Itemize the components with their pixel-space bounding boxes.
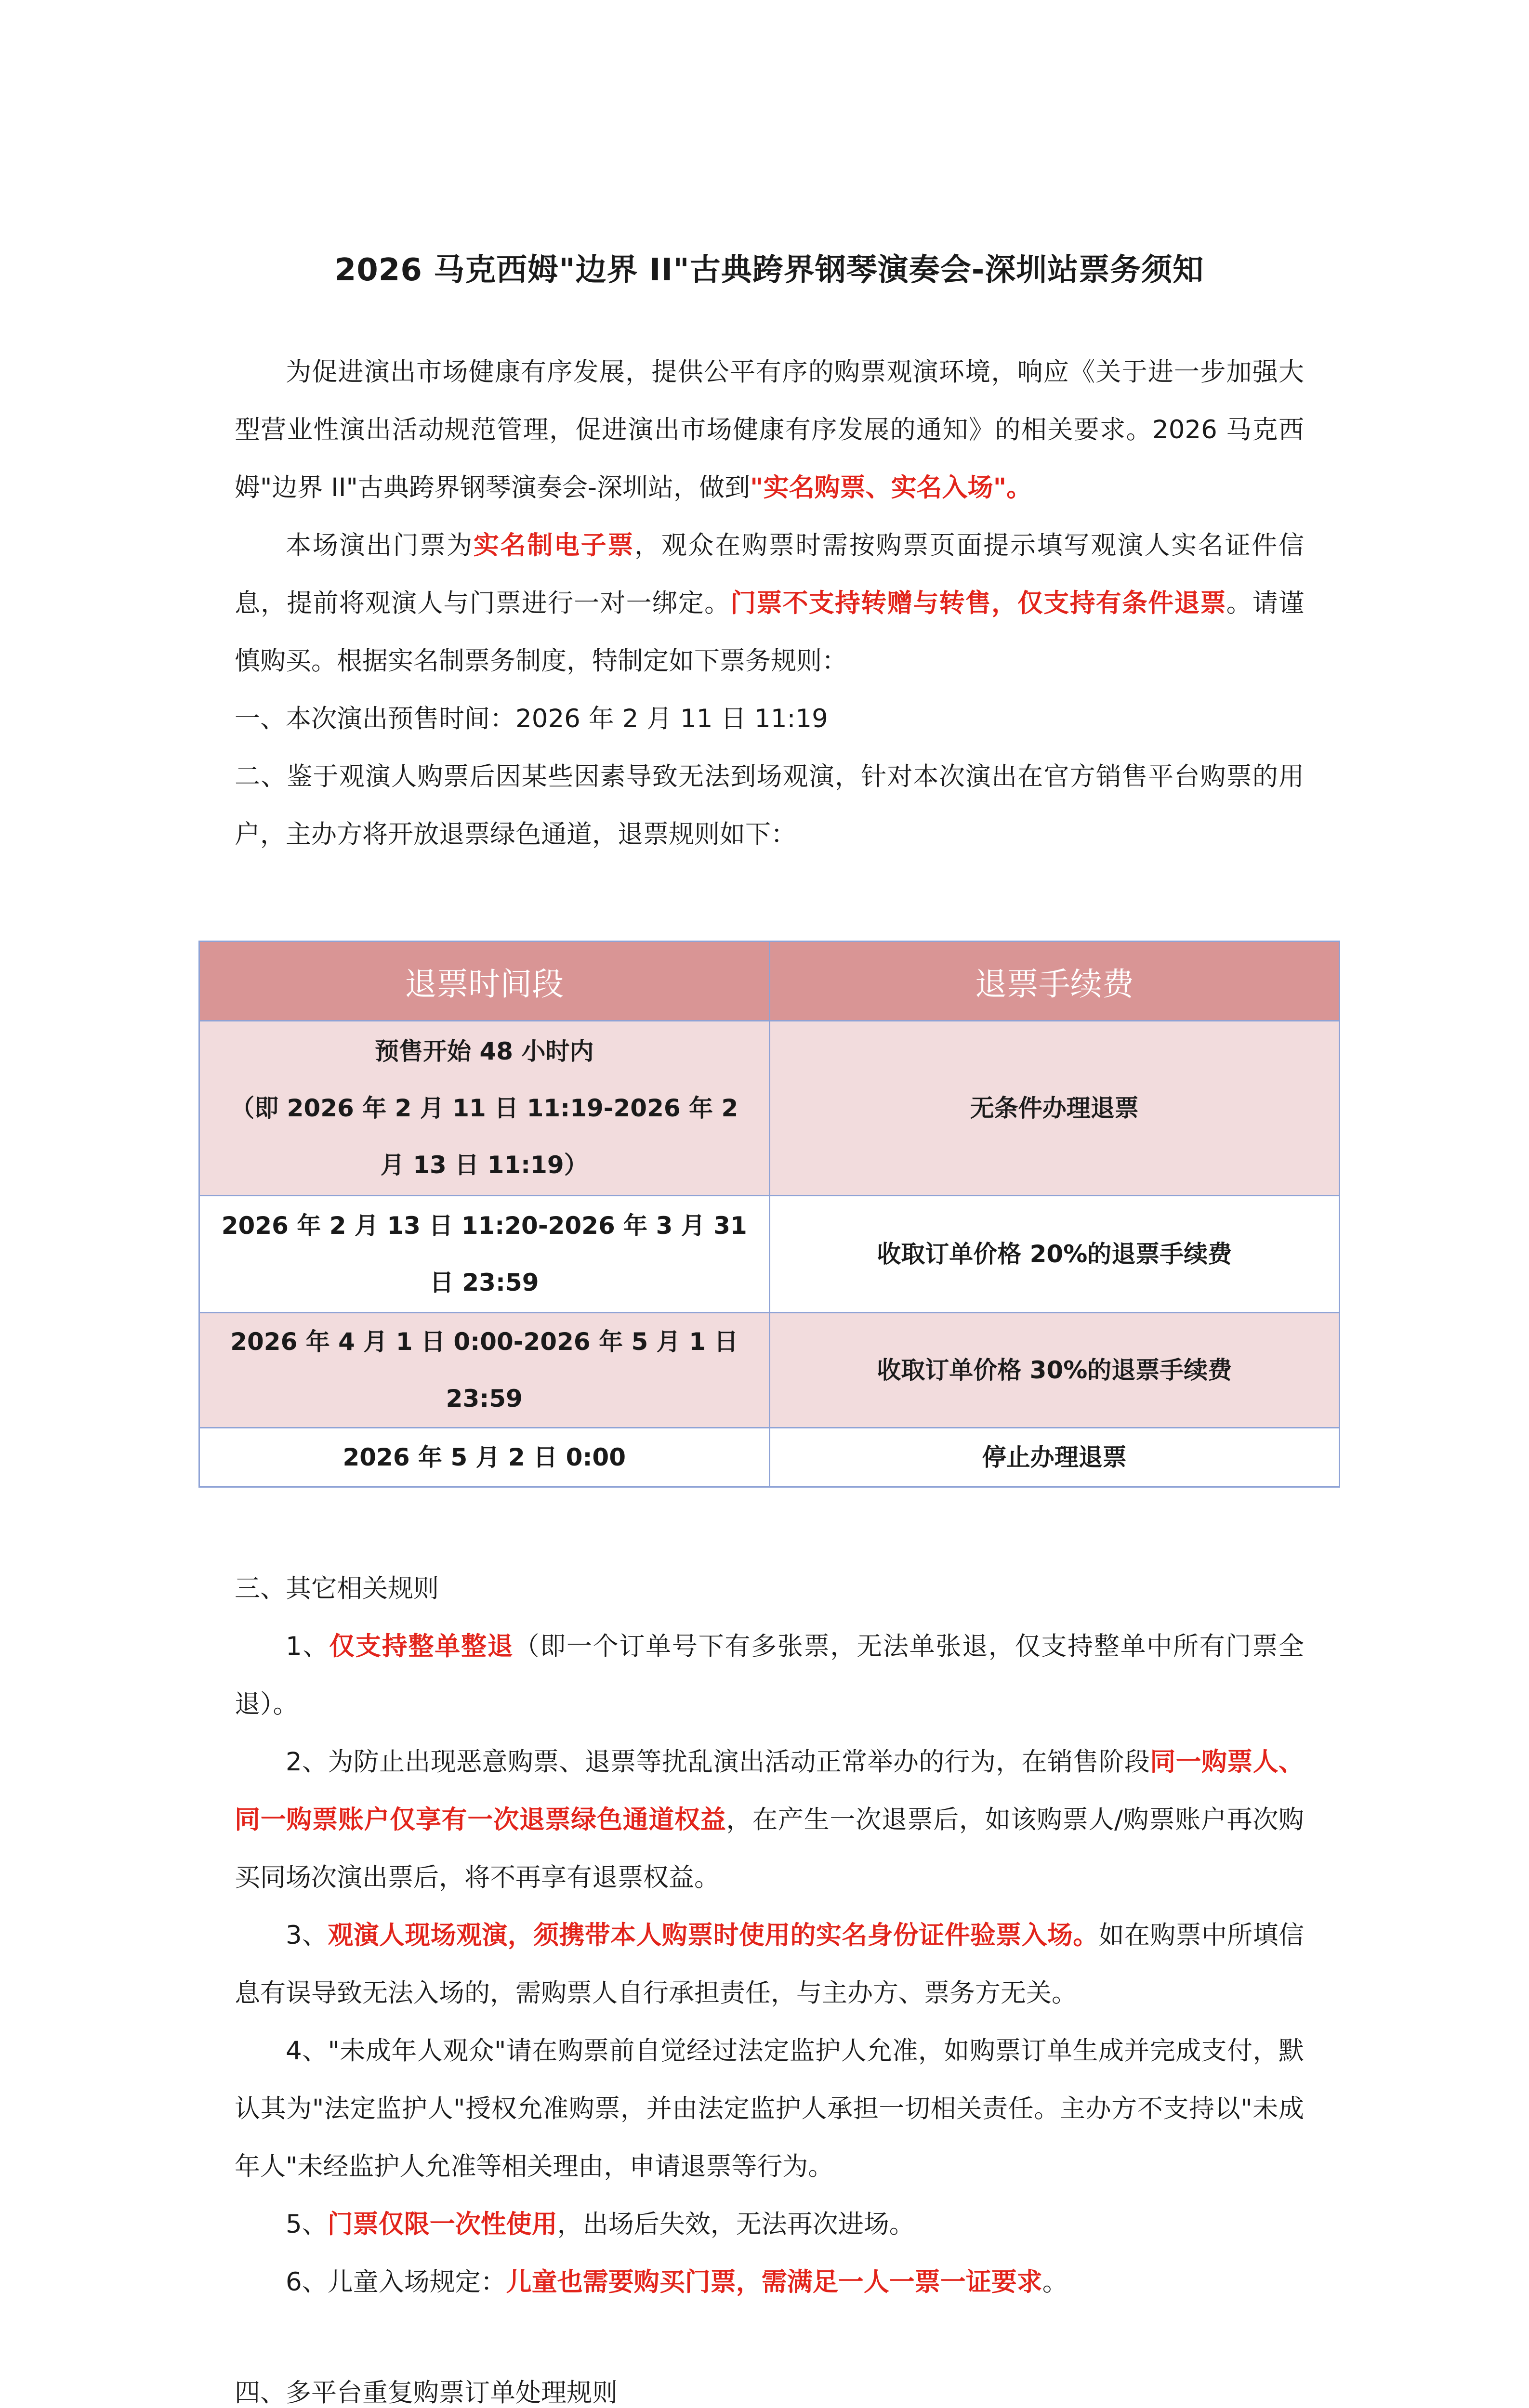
table-row (199, 1313, 1340, 1428)
rule-text: ，在产生一次退票后，如该购票人/购票账户再次购买同场次演出票后，将不再享有退票权益。 (235, 1805, 1305, 1893)
rule-text: 2、为防止出现恶意购票、退票等扰乱演出活动正常举办的行为，在销售阶段 (286, 1747, 1150, 1777)
intro-highlight: "实名购票、实名入场"。 (750, 473, 1032, 503)
rule-highlight: 同一购票人、同一购票账户仅享有一次退票绿色通道权益 (235, 1747, 1304, 1835)
rule-text: 如在购票中所填信息有误导致无法入场的，需购票人自行承担责任，与主办方、票务方无关。 (235, 1921, 1304, 2008)
rule-text: 6、儿童入场规定： (286, 2267, 506, 2297)
table-row (199, 1428, 1340, 1487)
intro-paragraph-2 (235, 517, 1304, 690)
fee-cell: 收取订单价格 20%的退票手续费 (769, 1196, 1340, 1313)
fee-cell: 停止办理退票 (769, 1428, 1340, 1487)
rule-number: 5、 (286, 2210, 328, 2239)
section-heading-4: 四、多平台重复购票订单处理规则 (235, 2378, 618, 2408)
period-cell: 2026 年 2 月 13 日 11:20-2026 年 3 月 31 日 23:59 (199, 1196, 770, 1313)
fee-cell: 无条件办理退票 (769, 1021, 1340, 1196)
section-heading-3: 三、其它相关规则 (235, 1574, 439, 1604)
rule-highlight: 儿童也需要购买门票，需满足一人一票一证要求 (506, 2267, 1042, 2297)
period-line: 预售开始 48 小时内 (375, 1037, 594, 1066)
rule-number: 3、 (286, 1921, 328, 1950)
period-line: （即 2026 年 2 月 11 日 11:19-2026 年 2 月 13 日 11:19） (230, 1094, 738, 1179)
rule-number: 1、 (286, 1632, 330, 1662)
intro-text: ，观众在购票时需按购票页面提示填写观演人实名证件信息，提前将观演人与门票进行一对一绑定。 (235, 531, 1305, 618)
rule-3 (235, 1907, 1304, 2022)
rule-6 (235, 2253, 1304, 2311)
spacer (235, 2311, 1304, 2364)
rule-2 (235, 1733, 1304, 1907)
document-body (221, 250, 1305, 2408)
rule-4: 4、"未成年人观众"请在购票前自觉经过法定监护人允准，如购票订单生成并完成支付，默认其为"法定监护人"授权允准购票，并由法定监护人承担一切相关责任。主办方不支持以"未成年人"未经监护人允准等相关理由，申请退票等行为。 (235, 2036, 1304, 2182)
presale-time: 一、本次演出预售时间：2026 年 2 月 11 日 11:19 (235, 704, 828, 734)
intro-text: 本场演出门票为 (286, 531, 474, 561)
intro-highlight: 门票不支持转赠与转售，仅支持有条件退票 (730, 589, 1226, 618)
refund-table (198, 941, 1340, 1488)
intro-text: 为促进演出市场健康有序发展，提供公平有序的购票观演环境，响应《关于进一步加强大型营业性演出活动规范管理，促进演出市场健康有序发展的通知》的相关要求。2026 马克西姆"边界 II"古典跨界钢琴演奏会-深圳站，做到 (235, 357, 1304, 503)
rule-text: （即一个订单号下有多张票，无法单张退，仅支持整单中所有门票全退）。 (235, 1632, 1305, 1719)
rule-highlight: 观演人现场观演，须携带本人购票时使用的实名身份证件验票入场。 (328, 1921, 1099, 1950)
rule-5 (235, 2196, 1304, 2253)
header-period: 退票时间段 (199, 942, 770, 1021)
intro-paragraph-1 (235, 343, 1304, 517)
rule-text: 。 (1042, 2267, 1068, 2297)
period-cell: 2026 年 4 月 1 日 0:00-2026 年 5 月 1 日 23:59 (199, 1313, 770, 1428)
intro-highlight: 实名制电子票 (473, 531, 635, 561)
rule-highlight: 门票仅限一次性使用 (327, 2210, 557, 2239)
rule-1 (235, 1618, 1304, 1733)
header-fee: 退票手续费 (769, 942, 1340, 1021)
period-cell: 2026 年 5 月 2 日 0:00 (199, 1428, 770, 1487)
page-title: 2026 马克西姆"边界 II"古典跨界钢琴演奏会-深圳站票务须知 (334, 252, 1204, 288)
rule-text: ，出场后失效，无法再次进场。 (557, 2210, 915, 2239)
refund-green-channel: 二、鉴于观演人购票后因某些因素导致无法到场观演，针对本次演出在官方销售平台购票的用户，主办方将开放退票绿色通道，退票规则如下： (235, 762, 1304, 850)
intro-text: 。请谨慎购买。根据实名制票务制度，特制定如下票务规则： (235, 589, 1305, 676)
table-row (199, 1021, 1340, 1196)
period-cell (199, 1021, 770, 1196)
table-row (199, 1196, 1340, 1313)
fee-cell: 收取订单价格 30%的退票手续费 (769, 1313, 1340, 1428)
rule-highlight: 仅支持整单整退 (329, 1632, 514, 1662)
table-header-row (199, 942, 1340, 1021)
